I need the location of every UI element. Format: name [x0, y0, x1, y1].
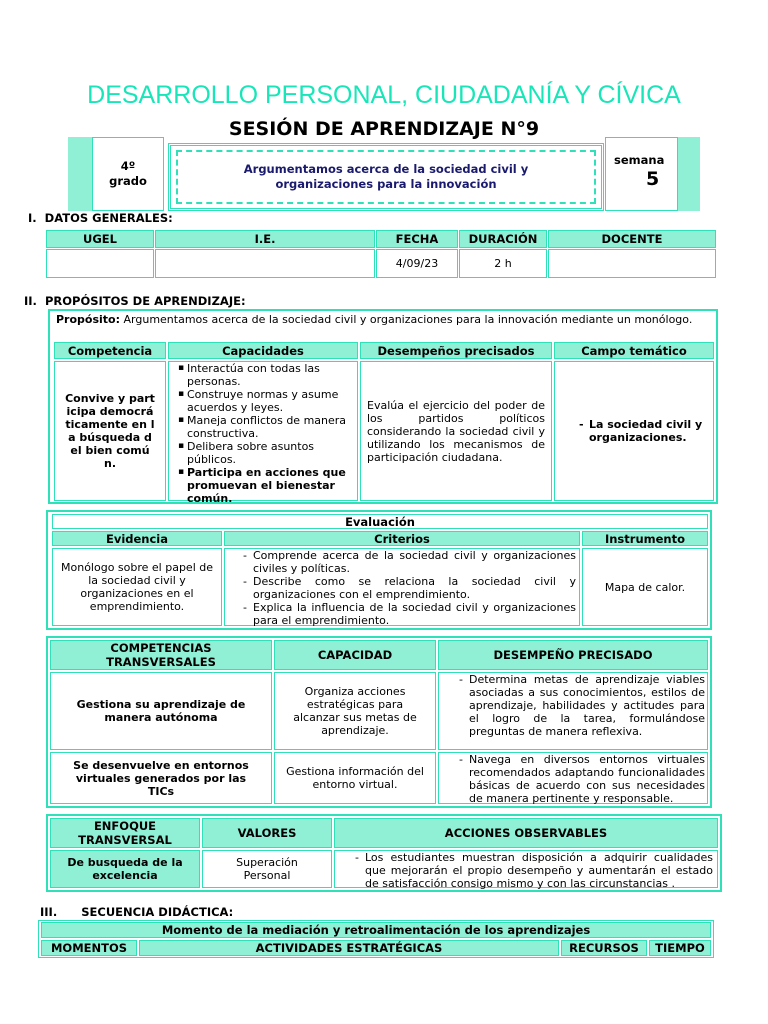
- header-valores: VALORES: [202, 818, 332, 848]
- evaluacion-table: [46, 510, 712, 630]
- capacidad-item: ▪ Delibera sobre asuntos públicos.: [187, 440, 353, 466]
- evaluacion-title: Evaluación: [52, 514, 708, 529]
- transversal-des-2-list: [457, 753, 705, 805]
- header-desempenos: Desempeños precisados: [360, 342, 552, 359]
- transversal-des-2-text: - Navega en diversos entornos virtuales recomendados adaptando funcionalidades básicas de acuerdo con sus necesidades de manera pertinente y responsable.: [469, 753, 705, 805]
- enfoque-table: [46, 814, 722, 892]
- purpose-label: Propósito:: [56, 313, 121, 326]
- enfoque-cell: [50, 850, 200, 888]
- header-capacidad: CAPACIDAD: [274, 640, 436, 670]
- transversal-des-1-list: [457, 673, 705, 738]
- header-docente: DOCENTE: [548, 230, 716, 248]
- topic-frame: [168, 143, 604, 211]
- section-1-heading: [28, 211, 173, 225]
- capacidad-item: ▪ Participa en acciones que promuevan el bienestar común.: [187, 466, 353, 505]
- session-title: SESIÓN DE APRENDIZAJE N°9: [228, 118, 540, 140]
- header-instrumento: Instrumento: [582, 531, 708, 546]
- week-number: 5: [646, 168, 660, 190]
- header-duracion: DURACIÓN: [459, 230, 547, 248]
- header-block: [68, 137, 700, 211]
- week-label: semana: [614, 153, 665, 167]
- value-ugel: [46, 249, 154, 278]
- transversales-table: [46, 636, 712, 808]
- capacidad-item: ▪ Interactúa con todas las personas.: [187, 362, 353, 388]
- transversal-des-1-text: - Determina metas de aprendizaje viables asociadas a sus conocimientos, estilos de aprendizaje, habilidades y actitudes para el logro de la tarea, formulándose preguntas de manera reflexiva.: [469, 673, 705, 738]
- grade-number: 4º: [120, 159, 136, 173]
- campo-text: - La sociedad civil y organizaciones.: [589, 418, 707, 444]
- section-1-title: DATOS GENERALES:: [44, 211, 173, 225]
- evidencia-cell: [52, 548, 222, 626]
- valor-cell: [202, 850, 332, 888]
- value-fecha: 4/09/23: [376, 249, 458, 278]
- datos-table: [46, 230, 716, 278]
- grade-box: [92, 137, 164, 211]
- header-acciones: ACCIONES OBSERVABLES: [334, 818, 718, 848]
- secuencia-banner: Momento de la mediación y retroalimentación de los aprendizajes: [41, 922, 711, 938]
- acciones-text: - Los estudiantes muestran disposición a adquirir cualidades que mejorarán el propio desempeño y aumentarán el estado de satisfacción consigo mismo y con las circunstancias .: [365, 851, 713, 890]
- value-docente: [548, 249, 716, 278]
- capacidad-item: ▪ Maneja conflictos de manera constructiva.: [187, 414, 353, 440]
- transversal-comp-1-text: Gestiona su aprendizaje de manera autónoma: [76, 698, 246, 724]
- topic-line-1: Argumentamos acerca de la sociedad civil y: [243, 162, 529, 176]
- section-3-number: III.: [40, 905, 58, 919]
- value-ie: [155, 249, 375, 278]
- capacidades-cell: [168, 361, 358, 505]
- propositos-table: [48, 309, 718, 504]
- week-box: [605, 137, 678, 211]
- criterio-item: - Explica la influencia de la sociedad civil y organizaciones para el emprendimiento.: [253, 601, 576, 627]
- criterio-item: - Describe como se relaciona la sociedad civil y organizaciones con el emprendimiento.: [253, 575, 576, 601]
- transversal-cap-1: [274, 672, 436, 750]
- header-actividades: ACTIVIDADES ESTRATÉGICAS: [139, 940, 559, 956]
- week-accent: [678, 137, 700, 211]
- enfoque-text: De busqueda de la excelencia: [67, 856, 183, 882]
- header-desempeno-precisado: DESEMPEÑO PRECISADO: [438, 640, 708, 670]
- instrumento-cell: [582, 548, 708, 626]
- header-enfoque: ENFOQUE TRANSVERSAL: [50, 818, 200, 848]
- competencia-text: Convive y participa democráticamente en la búsqueda del bien común.: [65, 392, 155, 470]
- secuencia-table: [38, 920, 714, 958]
- topic: [171, 146, 601, 208]
- criterios-list: [241, 549, 576, 627]
- desempeno-cell: [360, 361, 552, 501]
- header-fecha: FECHA: [376, 230, 458, 248]
- grade-label: grado: [109, 174, 147, 188]
- transversal-comp-1: [50, 672, 272, 750]
- capacidad-item: ▪ Construye normas y asume acuerdos y leyes.: [187, 388, 353, 414]
- header-recursos: RECURSOS: [561, 940, 647, 956]
- header-ugel: UGEL: [46, 230, 154, 248]
- valor-text: Superación Personal: [236, 856, 298, 882]
- section-3-title: SECUENCIA DIDÁCTICA:: [81, 905, 234, 919]
- campo-cell: [554, 361, 714, 501]
- competencia-cell: [54, 361, 166, 501]
- transversal-des-2: [438, 752, 708, 804]
- transversal-cap-2-text: Gestiona información del entorno virtual.: [286, 765, 424, 791]
- purpose: [56, 313, 711, 326]
- transversal-des-1: [438, 672, 708, 750]
- header-campo: Campo temático: [554, 342, 714, 359]
- header-competencia: Competencia: [54, 342, 166, 359]
- section-2-heading: [24, 294, 246, 308]
- section-2-number: II.: [24, 294, 37, 308]
- transversal-cap-1-text: Organiza acciones estratégicas para alcanzar sus metas de aprendizaje.: [293, 685, 417, 737]
- transversal-comp-2: [50, 752, 272, 804]
- subject-title: DESARROLLO PERSONAL, CIUDADANÍA Y CÍVICA: [87, 80, 681, 109]
- header-ie: I.E.: [155, 230, 375, 248]
- header-criterios: Criterios: [224, 531, 580, 546]
- section-3-heading: [40, 905, 233, 919]
- criterios-cell: [224, 548, 580, 626]
- section-1-number: I.: [28, 211, 37, 225]
- value-duracion: 2 h: [459, 249, 547, 278]
- desempeno-text: Evalúa el ejercicio del poder de los partidos políticos considerando la sociedad civil y utilizando los mecanismos de participación ciudadana.: [367, 398, 545, 464]
- evidencia-text: Monólogo sobre el papel de la sociedad civil y organizaciones en el emprendimiento.: [61, 561, 214, 613]
- header-comp-transversales: COMPETENCIAS TRANSVERSALES: [50, 640, 272, 670]
- transversal-comp-2-text: Se desenvuelve en entornos virtuales generados por las TICs: [73, 758, 249, 798]
- acciones-cell: [334, 850, 718, 888]
- capacidades-list: [175, 362, 353, 505]
- criterio-item: - Comprende acerca de la sociedad civil y organizaciones civiles y políticas.: [253, 549, 576, 575]
- instrumento-text: Mapa de calor.: [604, 580, 686, 594]
- topic-line-2: organizaciones para la innovación: [275, 177, 497, 191]
- purpose-text: Argumentamos acerca de la sociedad civil y organizaciones para la innovación mediante un monólogo.: [120, 313, 693, 326]
- header-capacidades: Capacidades: [168, 342, 358, 359]
- header-evidencia: Evidencia: [52, 531, 222, 546]
- header-momentos: MOMENTOS: [41, 940, 137, 956]
- campo-list: [577, 418, 707, 444]
- acciones-list: [353, 851, 713, 890]
- grade-accent: [68, 137, 92, 211]
- header-tiempo: TIEMPO: [649, 940, 711, 956]
- transversal-cap-2: [274, 752, 436, 804]
- section-2-title: PROPÓSITOS DE APRENDIZAJE:: [44, 294, 246, 308]
